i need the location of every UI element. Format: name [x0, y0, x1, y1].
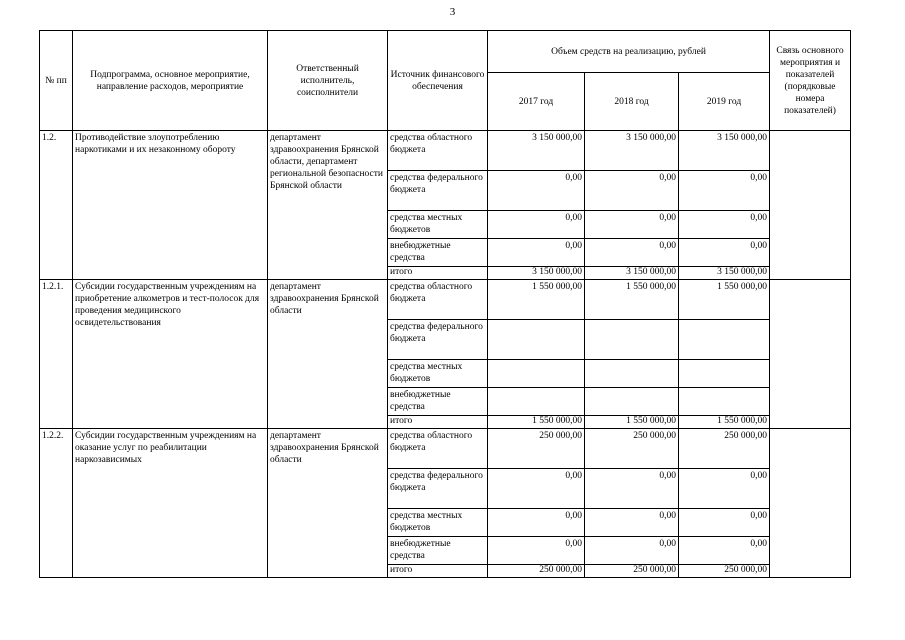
indicator-link-cell [770, 280, 851, 429]
source-cell: средства местных бюджетов [388, 211, 488, 239]
value-cell: 0,00 [585, 469, 679, 509]
total-value: 250 000,00 [585, 565, 679, 578]
source-cell: средства областного бюджета [388, 429, 488, 469]
header-responsible: Ответственный исполнитель, соисполнители [268, 31, 388, 131]
source-cell: средства областного бюджета [388, 131, 488, 171]
responsible-executor: департамент здравоохранения Брянской области, департамент региональной безопасности Брянской области [268, 131, 388, 280]
budget-table [39, 30, 851, 578]
source-cell: средства федерального бюджета [388, 469, 488, 509]
value-cell: 3 150 000,00 [488, 131, 585, 171]
value-cell: 1 550 000,00 [488, 280, 585, 320]
row-number: 1.2.1. [40, 280, 73, 429]
value-cell: 0,00 [679, 171, 770, 211]
value-cell: 1 550 000,00 [585, 280, 679, 320]
value-cell [679, 360, 770, 388]
row-number: 1.2.2. [40, 429, 73, 578]
value-cell [585, 360, 679, 388]
total-label: итого [388, 565, 488, 578]
total-value: 250 000,00 [679, 565, 770, 578]
total-value: 1 550 000,00 [679, 416, 770, 429]
value-cell: 0,00 [488, 171, 585, 211]
value-cell [679, 388, 770, 416]
value-cell [488, 360, 585, 388]
value-cell: 250 000,00 [679, 429, 770, 469]
value-cell: 0,00 [679, 537, 770, 565]
value-cell: 3 150 000,00 [585, 131, 679, 171]
source-cell: средства областного бюджета [388, 280, 488, 320]
header-year: 2019 год [679, 73, 770, 131]
source-cell: внебюджетные средства [388, 388, 488, 416]
total-value: 3 150 000,00 [585, 267, 679, 280]
indicator-link-cell [770, 131, 851, 280]
value-cell [488, 320, 585, 360]
source-cell: внебюджетные средства [388, 537, 488, 565]
value-cell: 0,00 [488, 509, 585, 537]
total-label: итого [388, 416, 488, 429]
value-cell: 250 000,00 [585, 429, 679, 469]
value-cell [585, 388, 679, 416]
value-cell: 0,00 [585, 537, 679, 565]
header-year: 2017 год [488, 73, 585, 131]
activity-name: Субсидии государственным учреждениям на оказание услуг по реабилитации наркозависимых [73, 429, 268, 578]
value-cell: 0,00 [488, 239, 585, 267]
source-cell: внебюджетные средства [388, 239, 488, 267]
page-number: 3 [449, 6, 456, 18]
total-value: 3 150 000,00 [679, 267, 770, 280]
value-cell: 0,00 [679, 211, 770, 239]
source-cell: средства федерального бюджета [388, 171, 488, 211]
responsible-executor: департамент здравоохранения Брянской области [268, 280, 388, 429]
value-cell: 0,00 [585, 171, 679, 211]
header-source: Источник финансового обеспечения [388, 31, 488, 131]
value-cell: 0,00 [585, 211, 679, 239]
indicator-link-cell [770, 429, 851, 578]
header-year: 2018 год [585, 73, 679, 131]
value-cell: 3 150 000,00 [679, 131, 770, 171]
source-cell: средства местных бюджетов [388, 360, 488, 388]
value-cell: 250 000,00 [488, 429, 585, 469]
value-cell: 0,00 [488, 469, 585, 509]
total-value: 1 550 000,00 [585, 416, 679, 429]
value-cell: 0,00 [679, 509, 770, 537]
total-label: итого [388, 267, 488, 280]
value-cell: 0,00 [585, 509, 679, 537]
header-program: Подпрограмма, основное мероприятие, направление расходов, мероприятие [73, 31, 268, 131]
value-cell: 0,00 [488, 211, 585, 239]
header-link: Связь основного мероприятия и показателей (порядковые номера показателей) [770, 31, 851, 131]
header-volume: Объем средств на реализацию, рублей [488, 31, 770, 73]
total-value: 3 150 000,00 [488, 267, 585, 280]
value-cell: 0,00 [585, 239, 679, 267]
responsible-executor: департамент здравоохранения Брянской области [268, 429, 388, 578]
value-cell: 0,00 [679, 239, 770, 267]
value-cell: 0,00 [488, 537, 585, 565]
total-value: 250 000,00 [488, 565, 585, 578]
header-num: № пп [40, 31, 73, 131]
value-cell [488, 388, 585, 416]
activity-name: Субсидии государственным учреждениям на приобретение алкометров и тест-полосок для проведения медицинского освидетельствования [73, 280, 268, 429]
source-cell: средства федерального бюджета [388, 320, 488, 360]
value-cell: 1 550 000,00 [679, 280, 770, 320]
value-cell [679, 320, 770, 360]
row-number: 1.2. [40, 131, 73, 280]
value-cell [585, 320, 679, 360]
source-cell: средства местных бюджетов [388, 509, 488, 537]
total-value: 1 550 000,00 [488, 416, 585, 429]
activity-name: Противодействие злоупотреблению наркотиками и их незаконному обороту [73, 131, 268, 280]
value-cell: 0,00 [679, 469, 770, 509]
